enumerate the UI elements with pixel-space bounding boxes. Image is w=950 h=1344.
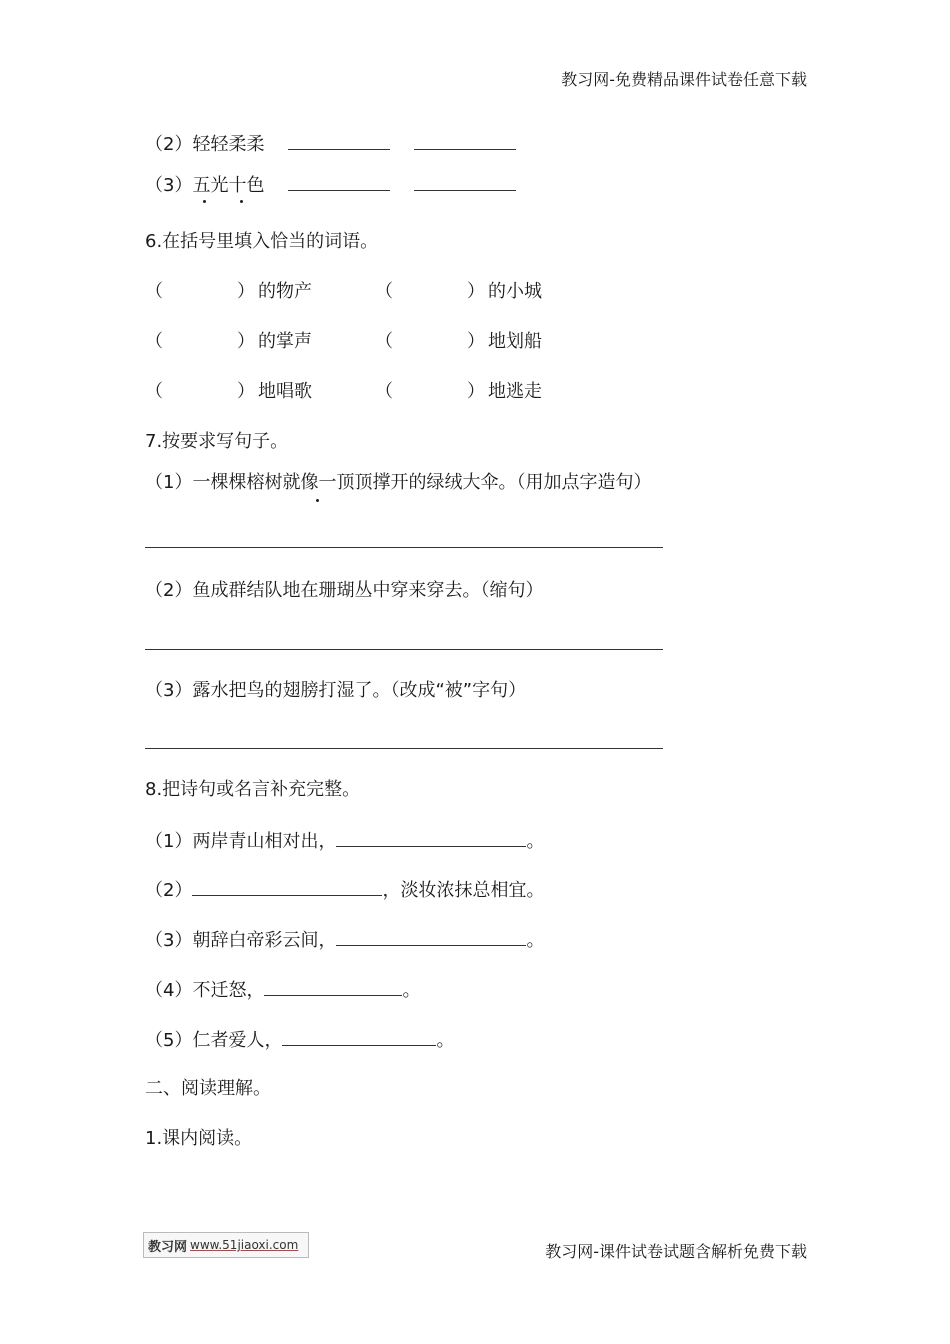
q7-item-3: （3）露水把鸟的翅膀打湿了。（改成“被”字句） bbox=[145, 680, 527, 701]
q8-item-4 bbox=[145, 977, 420, 1003]
q6-suffix: 地逃走 bbox=[488, 381, 542, 402]
q5-item-2 bbox=[145, 131, 516, 157]
q8-item-5-end: 。 bbox=[436, 1030, 455, 1051]
q8-item-1-end: 。 bbox=[526, 831, 545, 852]
logo-url[interactable]: www.51jiaoxi.com bbox=[190, 1238, 299, 1252]
q8-item-3 bbox=[145, 927, 544, 953]
q8-item-5-blank[interactable] bbox=[282, 1027, 436, 1046]
q8-item-2-blank[interactable] bbox=[192, 877, 382, 896]
q8-item-1-text: （1）两岸青山相对出， bbox=[145, 831, 337, 852]
q7-item-1: （1）一棵棵榕树就像一顶顶撑开的绿绒大伞。（用加点字造句） bbox=[145, 472, 652, 493]
paren-close: ） bbox=[467, 331, 485, 352]
q8-item-1 bbox=[145, 828, 544, 854]
q8-item-1-blank[interactable] bbox=[336, 828, 526, 847]
q7-answer-line-3[interactable] bbox=[145, 748, 663, 749]
q6-title: 6.在括号里填入恰当的词语。 bbox=[145, 231, 379, 252]
q6-suffix: 地唱歌 bbox=[258, 381, 312, 402]
q7-title: 7.按要求写句子。 bbox=[145, 431, 289, 452]
q8-item-3-end: 。 bbox=[526, 930, 545, 951]
paren-open: （ bbox=[145, 331, 163, 352]
q8-item-3-text: （3）朝辞白帝彩云间， bbox=[145, 930, 337, 951]
q8-item-4-blank[interactable] bbox=[264, 977, 402, 996]
paren-close: ） bbox=[467, 281, 485, 302]
paren-close: ） bbox=[237, 381, 255, 402]
q6-suffix: 的物产 bbox=[258, 281, 312, 302]
paren-close: ） bbox=[237, 281, 255, 302]
q7-answer-line-2[interactable] bbox=[145, 649, 663, 650]
paren-close: ） bbox=[467, 381, 485, 402]
q8-item-5-text: （5）仁者爱人， bbox=[145, 1030, 283, 1051]
q8-item-4-text: （4）不迁怒， bbox=[145, 980, 265, 1001]
q8-title: 8.把诗句或名言补充完整。 bbox=[145, 779, 361, 800]
paren-open: （ bbox=[375, 331, 393, 352]
paren-open: （ bbox=[375, 381, 393, 402]
q8-item-5 bbox=[145, 1027, 454, 1053]
q5-item-2-text: （2）轻轻柔柔 bbox=[145, 134, 265, 155]
q5-item-3 bbox=[145, 172, 516, 198]
q8-item-2-text: （2） bbox=[145, 880, 193, 901]
logo-brand: 教习网 bbox=[148, 1239, 188, 1255]
q7-answer-line-1[interactable] bbox=[145, 547, 663, 548]
section-2-title: 二、阅读理解。 bbox=[145, 1078, 271, 1099]
q8-item-2 bbox=[145, 877, 544, 903]
q5-item-3-blank-1[interactable] bbox=[288, 172, 390, 191]
footer-text: 教习网-课件试卷试题含解析免费下载 bbox=[545, 1242, 807, 1261]
q8-item-3-blank[interactable] bbox=[336, 927, 526, 946]
footer-logo[interactable] bbox=[143, 1232, 309, 1258]
q5-item-2-blank-1[interactable] bbox=[288, 131, 390, 150]
q5-item-3-text: （3）五光十色 bbox=[145, 175, 265, 196]
q6-suffix: 的掌声 bbox=[258, 331, 312, 352]
paren-close: ） bbox=[237, 331, 255, 352]
reading-1-title: 1.课内阅读。 bbox=[145, 1128, 253, 1149]
page-header: 教习网-免费精品课件试卷任意下载 bbox=[561, 70, 807, 89]
paren-open: （ bbox=[145, 381, 163, 402]
q5-item-2-blank-2[interactable] bbox=[414, 131, 516, 150]
emphasis-dot bbox=[203, 200, 206, 203]
paren-open: （ bbox=[145, 281, 163, 302]
q8-item-4-end: 。 bbox=[402, 980, 421, 1001]
q6-suffix: 地划船 bbox=[488, 331, 542, 352]
q6-suffix: 的小城 bbox=[488, 281, 542, 302]
emphasis-dot bbox=[316, 499, 319, 502]
q5-item-3-blank-2[interactable] bbox=[414, 172, 516, 191]
q7-item-2: （2）鱼成群结队地在珊瑚丛中穿来穿去。（缩句） bbox=[145, 580, 544, 601]
q8-item-2-end: ，淡妆浓抹总相宜。 bbox=[382, 880, 545, 901]
emphasis-dot bbox=[240, 200, 243, 203]
paren-open: （ bbox=[375, 281, 393, 302]
